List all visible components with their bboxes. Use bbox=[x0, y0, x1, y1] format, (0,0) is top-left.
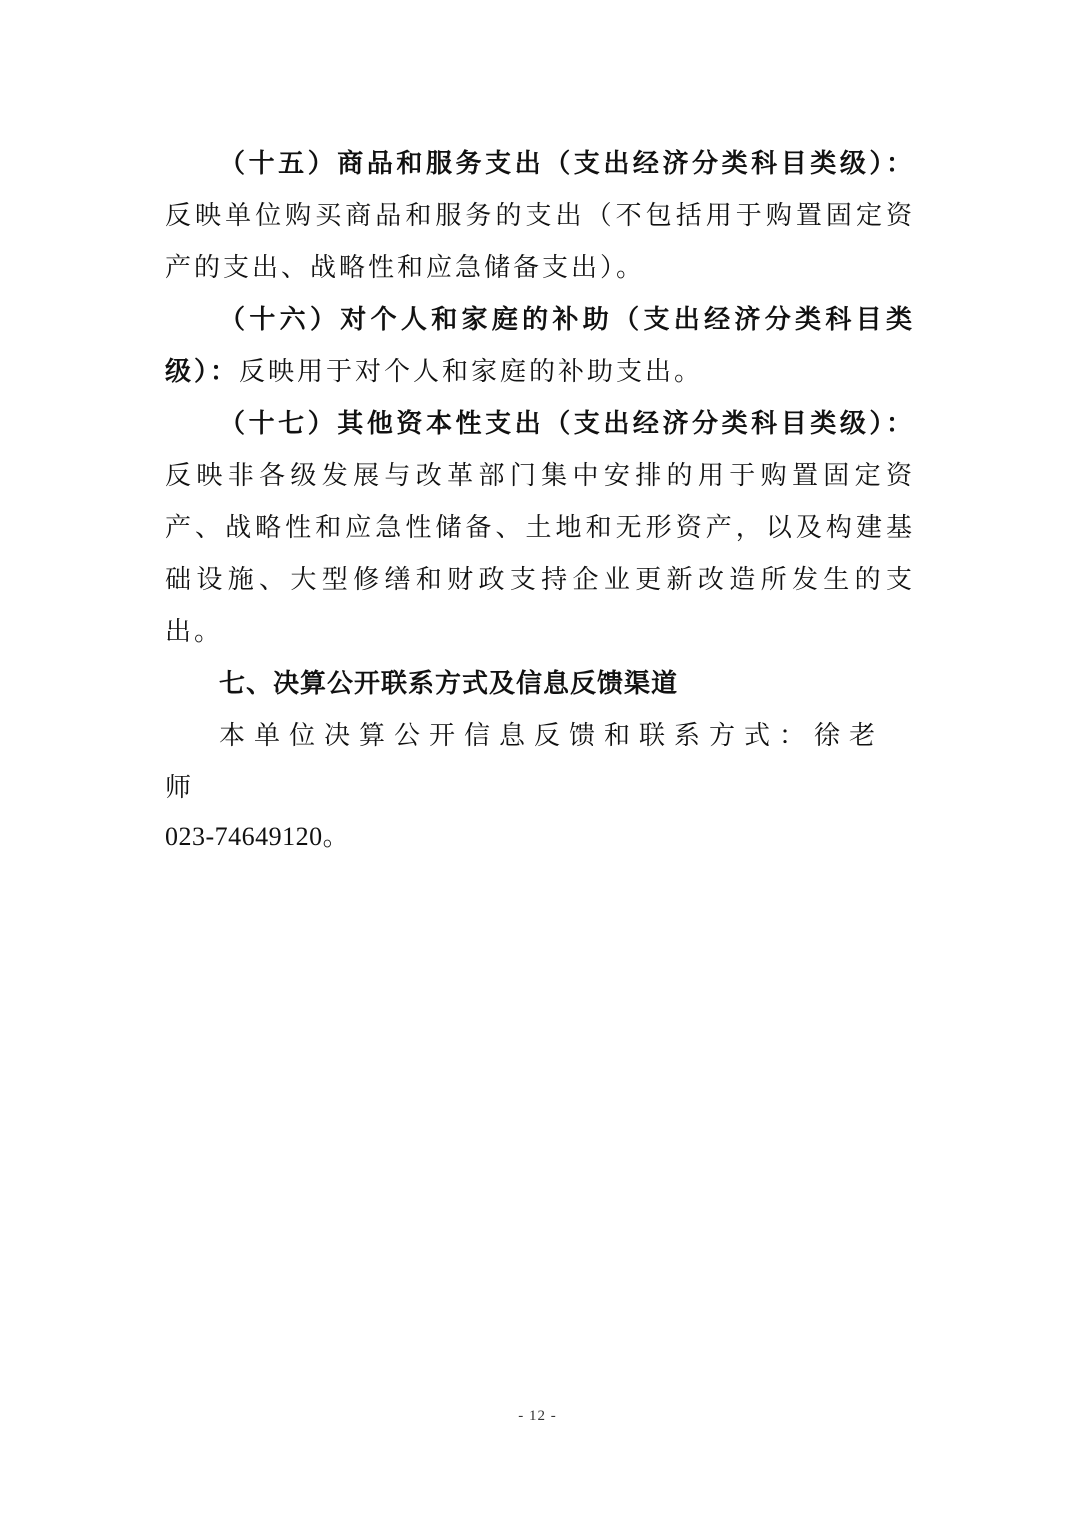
item-16-paragraph bbox=[165, 294, 915, 398]
page-content bbox=[165, 138, 915, 860]
item-16-body: 反映用于对个人和家庭的补助支出。 bbox=[239, 357, 704, 387]
item-17-paragraph bbox=[165, 398, 915, 658]
item-15-body: 反映单位购买商品和服务的支出（不包括用于购置固定资产的支出、战略性和应急储备支出）。 bbox=[165, 201, 915, 283]
item-16-heading: （十六）对个人和家庭的补助（支出经济分类科目类级）： bbox=[165, 305, 915, 387]
contact-phone: 023-74649120。 bbox=[165, 822, 350, 851]
item-17-heading: （十七）其他资本性支出（支出经济分类科目类级）： bbox=[219, 409, 915, 439]
item-15-heading: （十五）商品和服务支出（支出经济分类科目类级）： bbox=[219, 149, 915, 179]
page-number: - 12 - bbox=[518, 1408, 557, 1424]
item-17-body: 反映非各级发展与改革部门集中安排的用于购置固定资产、战略性和应急性储备、土地和无形资产，以及构建基础设施、大型修缮和财政支持企业更新改造所发生的支出。 bbox=[165, 461, 915, 647]
contact-info-text: 本单位决算公开信息反馈和联系方式：徐老师 bbox=[165, 721, 885, 803]
item-15-paragraph bbox=[165, 138, 915, 294]
section-7-title: 七、决算公开联系方式及信息反馈渠道 bbox=[219, 669, 679, 699]
